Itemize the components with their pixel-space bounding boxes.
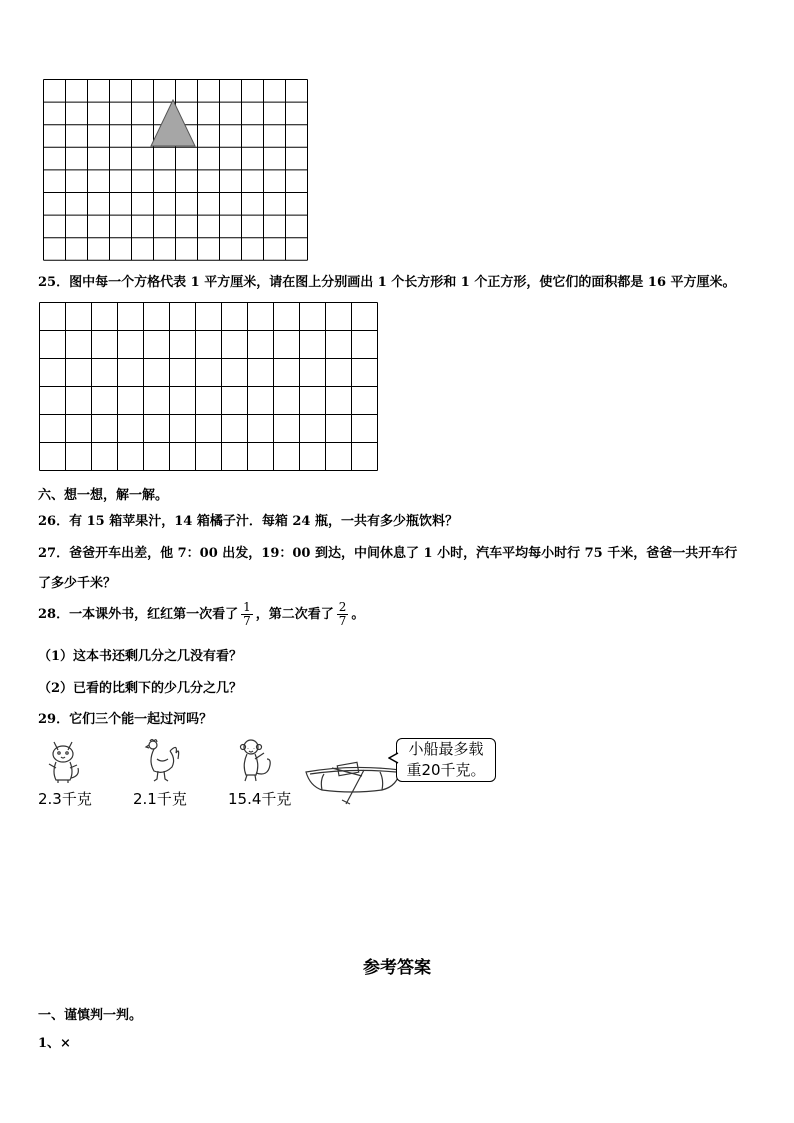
cat-illustration <box>44 738 86 784</box>
question-28-sub-1: （1）这本书还剩几分之几没有看？ <box>38 649 243 664</box>
fraction-one-seventh <box>241 601 253 628</box>
monkey-illustration <box>236 737 276 783</box>
gray-triangle <box>151 100 195 146</box>
drawing-grid <box>38 301 382 473</box>
monkey-weight: 15.4千克 <box>228 790 292 808</box>
section-6-heading: 六、想一想，解一解。 <box>38 488 169 503</box>
question-27-line-1: 27．爸爸开车出差，他 7：00 出发，19：00 到达，中间休息了 1 小时，汽车平均每小时行 75 千米，爸爸一共开车行 <box>38 546 738 561</box>
rooster-weight: 2.1千克 <box>133 790 187 808</box>
bubble-line-1: 小船最多载 <box>408 740 484 758</box>
question-26: 26．有 15 箱苹果汁，14 箱橘子汁．每箱 24 瓶，一共有多少瓶饮料？ <box>38 514 458 529</box>
question-28-suffix: 。 <box>351 607 365 622</box>
fraction-1-numerator: 1 <box>243 600 251 614</box>
fraction-two-sevenths <box>337 601 349 628</box>
question-28-sub-2: （2）已看的比剩下的少几分之几？ <box>38 681 243 696</box>
question-28 <box>38 601 364 628</box>
fraction-1-denominator: 7 <box>243 614 251 628</box>
fraction-2-numerator: 2 <box>338 600 347 614</box>
fraction-2-denominator: 7 <box>338 614 347 628</box>
question-28-prefix: 28．一本课外书，红红第一次看了 <box>38 607 239 622</box>
answers-section-1: 一、谨慎判一判。 <box>38 1008 143 1023</box>
question-29: 29．它们三个能一起过河吗？ <box>38 712 213 727</box>
question-25: 25．图中每一个方格代表 1 平方厘米，请在图上分别画出 1 个长方形和 1 个正方形，使它们的面积都是 16 平方厘米。 <box>38 275 736 290</box>
boat-capacity-bubble <box>396 738 496 782</box>
question-27-line-2: 了多少千米？ <box>38 576 117 591</box>
bubble-line-2: 重20千克。 <box>406 761 486 779</box>
cat-weight: 2.3千克 <box>38 790 92 808</box>
bubble-tail <box>388 752 400 764</box>
question-28-middle: ，第二次看了 <box>255 607 334 622</box>
answer-1: 1、× <box>38 1036 71 1051</box>
answers-title: 参考答案 <box>363 958 431 978</box>
rooster-illustration <box>140 737 182 783</box>
triangle-grid <box>42 78 308 262</box>
